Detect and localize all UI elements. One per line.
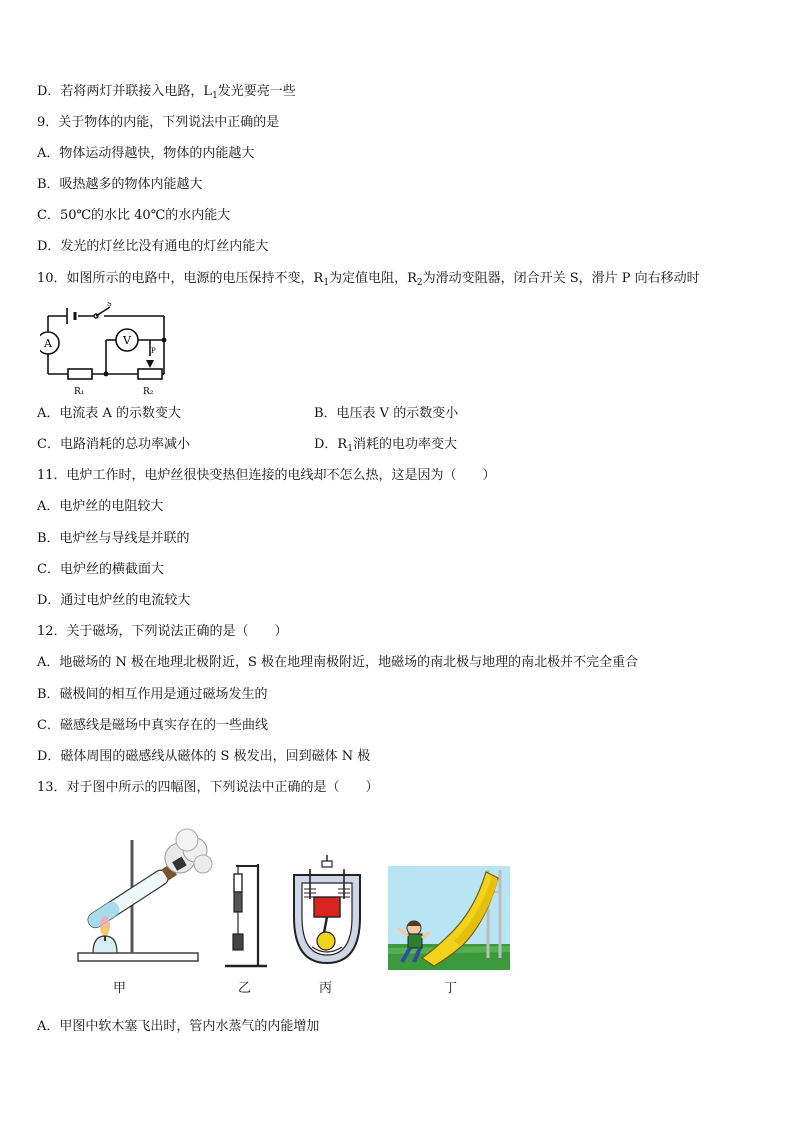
q11-option-c: C．电炉丝的横截面大 (37, 562, 164, 577)
ammeter-label: A (44, 337, 52, 350)
q11-option-a: A．电炉丝的电阻较大 (37, 499, 164, 514)
figure-caption-yi: 乙 (238, 981, 252, 996)
q12-option-c: C．磁感线是磁场中真实存在的一些曲线 (37, 718, 268, 733)
figure-bing-engine (288, 855, 366, 973)
q13-stem: 13．对于图中所示的四幅图，下列说法中正确的是（ ） (37, 780, 379, 795)
figure-caption-jia: 甲 (113, 981, 127, 996)
q10-stem: 10．如图所示的电路中，电源的电压保持不变，$R_1$为定值电阻，$R_2$为滑动变阻器，闭合开关 S，滑片 P 向右移动时 (37, 271, 700, 288)
resistor-r1-label: R₁ (74, 387, 85, 397)
junction-dot-icon (104, 372, 109, 377)
q12-option-b: B．磁极间的相互作用是通过磁场发生的 (37, 687, 268, 702)
switch-blade-icon (96, 307, 110, 316)
figure-caption-bing: 丙 (319, 981, 333, 996)
switch-label: S (107, 302, 112, 308)
voltmeter-label: V (123, 334, 131, 347)
q9-stem: 9．关于物体的内能，下列说法中正确的是 (37, 115, 280, 130)
q13-option-a: A．甲图中软木塞飞出时，管内水蒸气的内能增加 (37, 1019, 320, 1034)
slider-arrow-icon (146, 360, 154, 368)
q9-option-d: D．发光的灯丝比没有通电的灯丝内能大 (37, 239, 269, 254)
q10-option-c: C．电路消耗的总功率减小 (37, 437, 190, 452)
resistor-r2-icon (138, 369, 162, 379)
q10-option-b: B．电压表 V 的示数变小 (314, 406, 459, 421)
q12-option-d: D．磁体周围的磁感线从磁体的 S 极发出，回到磁体 N 极 (37, 749, 371, 764)
figure-ding-slide (388, 866, 510, 970)
slider-label: P (151, 347, 156, 355)
q9-option-c: C．50℃的水比 40℃的水内能大 (37, 208, 231, 223)
q9-option-a: A．物体运动得越快，物体的内能越大 (37, 146, 255, 161)
q12-stem: 12．关于磁场，下列说法正确的是（ ） (37, 624, 288, 639)
q11-option-d: D．通过电炉丝的电流较大 (37, 593, 191, 608)
q11-stem: 11．电炉工作时，电炉丝很快变热但连接的电线却不怎么热，这是因为（ ） (37, 468, 496, 483)
figure-yi-lead-blocks (222, 860, 272, 970)
q11-option-b: B．电炉丝与导线是并联的 (37, 531, 190, 546)
q8-option-d: D．若将两灯并联接入电路，$L_1$发光要亮一些 (37, 84, 296, 101)
figure-caption-ding: 丁 (444, 981, 458, 996)
q12-option-a: A．地磁场的 N 极在地理北极附近，S 极在地理南极附近，地磁场的南北极与地理的南北极并不完全重合 (37, 655, 639, 670)
q10-option-a: A．电流表 A 的示数变大 (37, 406, 182, 421)
circuit-diagram (40, 302, 170, 398)
q9-option-b: B．吸热越多的物体内能越大 (37, 177, 203, 192)
figure-jia-test-tube (75, 820, 215, 970)
q10-option-d: D．$R_1$消耗的电功率变大 (314, 437, 457, 454)
resistor-r1-icon (68, 369, 92, 379)
resistor-r2-label: R₂ (143, 387, 154, 397)
junction-dot-icon (162, 338, 167, 343)
